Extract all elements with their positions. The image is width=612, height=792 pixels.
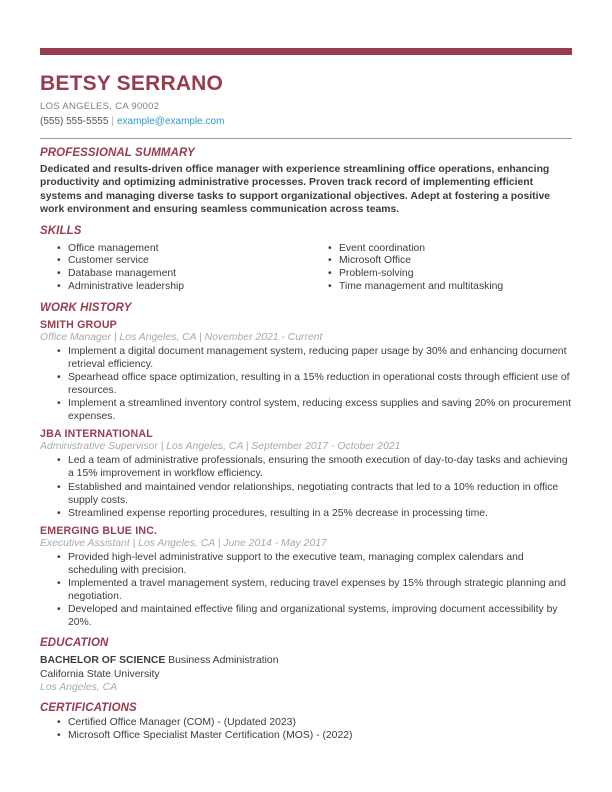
skills-section-title: SKILLS bbox=[40, 224, 82, 237]
job-title-location-dates: Executive Assistant | Los Angeles, CA | June 2014 - May 2017 bbox=[40, 537, 327, 549]
job-bullet-list bbox=[40, 551, 572, 630]
job-bullet: • Implement a streamlined inventory control system, reducing excess supplies and saving 20% on procurement expenses. bbox=[57, 397, 572, 423]
skill-item: • Office management bbox=[57, 243, 301, 256]
summary-text: Dedicated and results-driven office manager with experience streamlining office operations, enhancing productivity and optimizing administrative processes. Proven track record of implementing efficient systems and managing diverse tasks to support organizational objectives. Adept at fostering a positive work environment and ensuring seamless communication across teams. bbox=[40, 164, 551, 216]
skill-item: • Event coordination bbox=[328, 243, 572, 256]
candidate-phone: (555) 555-5555 bbox=[40, 116, 109, 127]
job-title-location-dates: Office Manager | Los Angeles, CA | November 2021 - Current bbox=[40, 331, 323, 343]
skills-column-right bbox=[311, 243, 572, 294]
skill-item: • Microsoft Office bbox=[328, 255, 572, 268]
education-entry bbox=[40, 654, 572, 694]
job-bullet: • Developed and maintained effective filing and organizational systems, improving document accessibility by 20%. bbox=[57, 603, 572, 629]
education-location: Los Angeles, CA bbox=[40, 681, 118, 693]
job-bullet: • Provided high-level administrative support to the executive team, managing complex calendars and scheduling with precision. bbox=[57, 551, 572, 577]
education-degree-line bbox=[40, 654, 572, 667]
section-certifications bbox=[40, 702, 572, 742]
section-work-history bbox=[40, 302, 572, 630]
job-bullet-list bbox=[40, 454, 572, 519]
candidate-address: LOS ANGELES, CA 90002 bbox=[40, 101, 160, 112]
certification-item: • Certified Office Manager (COM) - (Updated 2023) bbox=[57, 716, 572, 729]
skills-grid bbox=[40, 241, 572, 294]
job-title-location-dates: Administrative Supervisor | Los Angeles, CA | September 2017 - October 2021 bbox=[40, 441, 401, 453]
job-list bbox=[40, 319, 572, 630]
education-field: Business Administration bbox=[168, 655, 279, 667]
job-entry bbox=[40, 428, 572, 519]
skill-item: • Administrative leadership bbox=[57, 281, 301, 294]
job-bullet-list bbox=[40, 345, 572, 424]
accent-top-bar bbox=[40, 48, 572, 55]
education-section-title: EDUCATION bbox=[40, 637, 109, 650]
section-skills bbox=[40, 225, 572, 294]
contact-line bbox=[40, 116, 572, 127]
job-entry bbox=[40, 319, 572, 424]
skill-item: • Database management bbox=[57, 268, 301, 281]
candidate-email-link[interactable]: example@example.com bbox=[117, 116, 225, 127]
job-entry bbox=[40, 525, 572, 630]
section-professional-summary bbox=[40, 147, 572, 217]
job-bullet: • Streamlined expense reporting procedures, resulting in a 25% decrease in processing time. bbox=[57, 507, 572, 520]
certification-item: • Microsoft Office Specialist Master Certification (MOS) - (2022) bbox=[57, 729, 572, 742]
header-divider bbox=[40, 138, 572, 139]
certification-list bbox=[40, 716, 572, 742]
job-company: JBA INTERNATIONAL bbox=[40, 428, 153, 441]
skills-column-left bbox=[40, 243, 301, 294]
section-education bbox=[40, 637, 572, 694]
resume-header bbox=[40, 72, 572, 127]
job-bullet: • Implement a digital document management system, reducing paper usage by 30% and enhancing document retrieval efficiency. bbox=[57, 345, 572, 371]
job-bullet: • Established and maintained vendor relationships, negotiating contracts that led to a 10% reduction in office supply costs. bbox=[57, 481, 572, 507]
skill-item: • Time management and multitasking bbox=[328, 281, 572, 294]
work-history-section-title: WORK HISTORY bbox=[40, 301, 132, 314]
certifications-section-title: CERTIFICATIONS bbox=[40, 702, 137, 715]
job-company: SMITH GROUP bbox=[40, 318, 117, 331]
education-degree: BACHELOR OF SCIENCE bbox=[40, 655, 166, 667]
candidate-name: BETSY SERRANO bbox=[40, 72, 224, 95]
contact-separator: | bbox=[111, 116, 114, 127]
skill-item: • Customer service bbox=[57, 255, 301, 268]
education-school: California State University bbox=[40, 668, 160, 680]
summary-section-title: PROFESSIONAL SUMMARY bbox=[40, 147, 195, 159]
job-bullet: • Led a team of administrative professionals, ensuring the smooth execution of day-to-day tasks and achieving a 15% improvement in workflow efficiency. bbox=[57, 454, 572, 480]
job-bullet: • Implemented a travel management system, reducing travel expenses by 15% through strategic planning and negotiation. bbox=[57, 577, 572, 603]
skill-item: • Problem-solving bbox=[328, 268, 572, 281]
job-company: EMERGING BLUE INC. bbox=[40, 524, 158, 537]
job-bullet: • Spearhead office space optimization, resulting in a 15% reduction in operational costs through efficient use of resources. bbox=[57, 371, 572, 397]
